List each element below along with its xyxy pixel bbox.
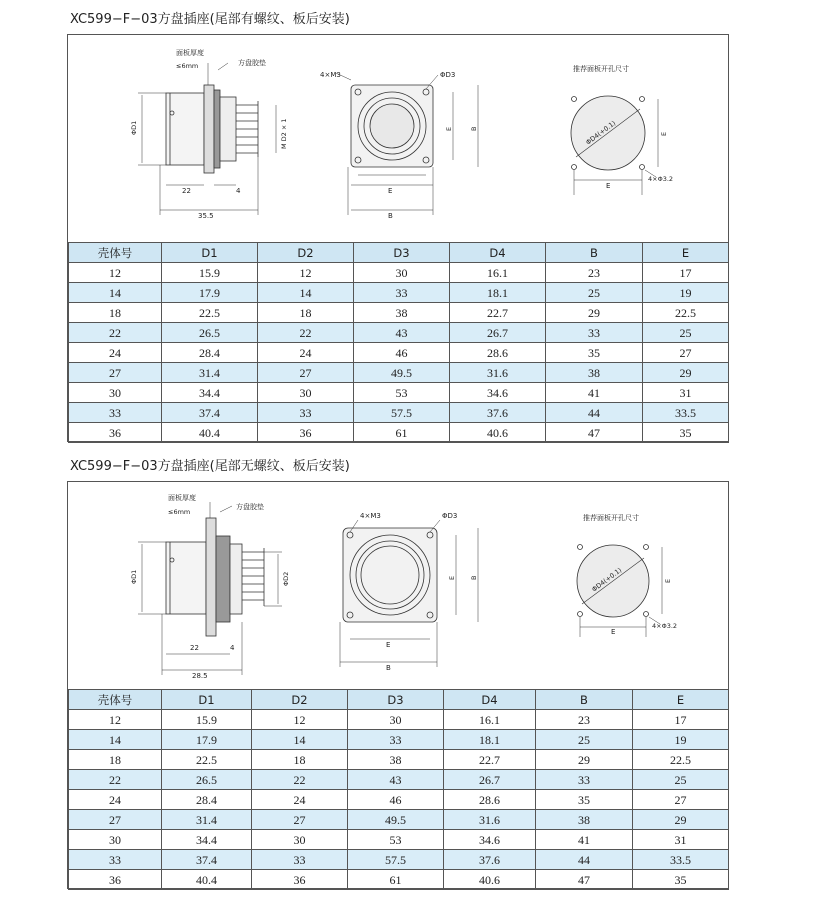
- b-label-vertical: B: [470, 126, 478, 131]
- cell: 33: [348, 730, 444, 750]
- cell: 18.1: [444, 730, 536, 750]
- cell: 35: [536, 790, 633, 810]
- d2-label: ΦD2: [282, 571, 290, 586]
- cell: 28.4: [162, 790, 252, 810]
- cell: 31.6: [444, 810, 536, 830]
- cell: 33: [258, 403, 354, 423]
- dim-a-label: 22: [190, 644, 199, 652]
- cell: 22.5: [633, 750, 729, 770]
- cell: 24: [252, 790, 348, 810]
- cell: 24: [69, 790, 162, 810]
- cell: 19: [643, 283, 729, 303]
- e-label-cutout-vertical: E: [664, 578, 672, 583]
- e-label-cutout: E: [611, 628, 616, 636]
- cell: 18: [69, 750, 162, 770]
- cell: 33: [69, 403, 162, 423]
- cell: 38: [354, 303, 450, 323]
- cell: 31.4: [162, 810, 252, 830]
- col-header-d1: D1: [162, 243, 258, 263]
- section-2-title: XC599−F−03方盘插座(尾部无螺纹、板后安装): [70, 459, 350, 474]
- table-row: [69, 303, 729, 323]
- cell: 15.9: [162, 263, 258, 283]
- cell: 47: [536, 870, 633, 890]
- gasket-label: 方盘胶垫: [238, 59, 266, 67]
- cell: 14: [258, 283, 354, 303]
- cell: 49.5: [354, 363, 450, 383]
- gasket-label: 方盘胶垫: [236, 503, 264, 511]
- e-label-cutout: E: [606, 182, 611, 190]
- cell: 28.6: [450, 343, 546, 363]
- cell: 33: [354, 283, 450, 303]
- col-header-b: B: [546, 243, 643, 263]
- cell: 36: [258, 423, 354, 443]
- d3-label: ΦD3: [440, 71, 456, 79]
- cell: 22.7: [444, 750, 536, 770]
- e-label-front: E: [388, 187, 393, 195]
- cell: 14: [69, 730, 162, 750]
- table-row: [69, 423, 729, 443]
- cell: 31.6: [450, 363, 546, 383]
- cell: 12: [69, 263, 162, 283]
- cell: 18: [252, 750, 348, 770]
- cell: 38: [348, 750, 444, 770]
- cell: 24: [69, 343, 162, 363]
- e-label-front: E: [386, 641, 391, 649]
- col-header-e: E: [643, 243, 729, 263]
- col-header-d1: D1: [162, 690, 252, 710]
- cell: 26.7: [444, 770, 536, 790]
- dim-b-label: 4: [236, 187, 241, 195]
- cell: 35: [546, 343, 643, 363]
- b-label-vertical: B: [470, 575, 478, 580]
- cell: 43: [354, 323, 450, 343]
- cell: 23: [536, 710, 633, 730]
- screw-label: 4×M3: [320, 71, 341, 79]
- cell: 14: [252, 730, 348, 750]
- cell: 30: [348, 710, 444, 730]
- cell: 61: [348, 870, 444, 890]
- dim-total-label: 28.5: [192, 672, 208, 680]
- cell: 22: [69, 323, 162, 343]
- e-label-cutout-vertical: E: [660, 131, 668, 136]
- table-row: [69, 363, 729, 383]
- cell: 35: [643, 423, 729, 443]
- cell: 43: [348, 770, 444, 790]
- cell: 29: [546, 303, 643, 323]
- cell: 29: [536, 750, 633, 770]
- cell: 61: [354, 423, 450, 443]
- spec-table-2: [68, 689, 729, 890]
- panel-thickness-label: 面板厚度: [176, 49, 204, 57]
- cell: 27: [633, 790, 729, 810]
- cell: 33: [546, 323, 643, 343]
- cell: 15.9: [162, 710, 252, 730]
- cell: 37.6: [444, 850, 536, 870]
- col-header-d2: D2: [258, 243, 354, 263]
- d3-label: ΦD3: [442, 512, 458, 520]
- hole-label: 4×Φ3.2: [652, 622, 678, 630]
- cell: 33: [69, 850, 162, 870]
- table-row: [69, 830, 729, 850]
- table-row: [69, 810, 729, 830]
- dim-a-label: 22: [182, 187, 191, 195]
- cell: 38: [536, 810, 633, 830]
- cell: 17: [633, 710, 729, 730]
- col-header-shell: 壳体号: [69, 243, 162, 263]
- table-row: [69, 343, 729, 363]
- cell: 47: [546, 423, 643, 443]
- panel-thickness-value: ≤6mm: [176, 62, 199, 70]
- cell: 17.9: [162, 730, 252, 750]
- cell: 23: [546, 263, 643, 283]
- cell: 27: [643, 343, 729, 363]
- table-row: [69, 403, 729, 423]
- connector-drawing-plain: [68, 482, 728, 688]
- cell: 40.4: [162, 423, 258, 443]
- cell: 27: [258, 363, 354, 383]
- table-row: [69, 750, 729, 770]
- cell: 19: [633, 730, 729, 750]
- cell: 22: [69, 770, 162, 790]
- col-header-d4: D4: [450, 243, 546, 263]
- cell: 41: [536, 830, 633, 850]
- hole-label: 4×Φ3.2: [648, 175, 674, 183]
- cell: 37.4: [162, 403, 258, 423]
- cell: 22.5: [162, 750, 252, 770]
- cell: 31.4: [162, 363, 258, 383]
- screw-label: 4×M3: [360, 512, 381, 520]
- col-header-shell: 壳体号: [69, 690, 162, 710]
- col-header-d2: D2: [252, 690, 348, 710]
- cell: 35: [633, 870, 729, 890]
- table-header-row: [69, 690, 729, 710]
- panel-thickness-value: ≤6mm: [168, 508, 191, 516]
- cell: 25: [643, 323, 729, 343]
- cell: 49.5: [348, 810, 444, 830]
- b-label-front: B: [388, 212, 393, 220]
- spec-table-1: [68, 242, 729, 443]
- cell: 30: [354, 263, 450, 283]
- cell: 28.6: [444, 790, 536, 810]
- cell: 36: [69, 870, 162, 890]
- cell: 33: [536, 770, 633, 790]
- connector-drawing-threaded: [68, 35, 728, 241]
- cell: 36: [69, 423, 162, 443]
- cell: 34.4: [162, 830, 252, 850]
- cell: 37.6: [450, 403, 546, 423]
- cell: 34.6: [444, 830, 536, 850]
- cell: 53: [348, 830, 444, 850]
- cell: 27: [69, 810, 162, 830]
- cell: 16.1: [444, 710, 536, 730]
- d1-label: ΦD1: [130, 569, 138, 584]
- section-2-block: [67, 481, 729, 889]
- cell: 40.4: [162, 870, 252, 890]
- b-label-front: B: [386, 664, 391, 672]
- recommend-label: 推荐面板开孔尺寸: [583, 514, 639, 522]
- d4-label: ΦD4(+0.1): [584, 119, 618, 147]
- cell: 18: [69, 303, 162, 323]
- cell: 41: [546, 383, 643, 403]
- cell: 16.1: [450, 263, 546, 283]
- table-row: [69, 283, 729, 303]
- cell: 12: [258, 263, 354, 283]
- d4-label: ΦD4(+0.1): [590, 566, 624, 594]
- cell: 46: [354, 343, 450, 363]
- cell: 17.9: [162, 283, 258, 303]
- cell: 38: [546, 363, 643, 383]
- cell: 57.5: [354, 403, 450, 423]
- table-header-row: [69, 243, 729, 263]
- cell: 26.5: [162, 323, 258, 343]
- cell: 31: [643, 383, 729, 403]
- col-header-b: B: [536, 690, 633, 710]
- table-row: [69, 790, 729, 810]
- cell: 30: [69, 383, 162, 403]
- cell: 36: [252, 870, 348, 890]
- cell: 33.5: [633, 850, 729, 870]
- table-row: [69, 770, 729, 790]
- col-header-d4: D4: [444, 690, 536, 710]
- cell: 26.7: [450, 323, 546, 343]
- cell: 18: [258, 303, 354, 323]
- d1-label: ΦD1: [130, 120, 138, 135]
- cell: 18.1: [450, 283, 546, 303]
- table-row: [69, 263, 729, 283]
- table-row: [69, 870, 729, 890]
- col-header-e: E: [633, 690, 729, 710]
- cell: 53: [354, 383, 450, 403]
- cell: 30: [258, 383, 354, 403]
- cell: 17: [643, 263, 729, 283]
- cell: 12: [252, 710, 348, 730]
- recommend-label: 推荐面板开孔尺寸: [573, 65, 629, 73]
- col-header-d3: D3: [348, 690, 444, 710]
- cell: 24: [258, 343, 354, 363]
- section-1-title: XC599−F−03方盘插座(尾部有螺纹、板后安装): [70, 12, 350, 27]
- cell: 40.6: [444, 870, 536, 890]
- cell: 37.4: [162, 850, 252, 870]
- cell: 33: [252, 850, 348, 870]
- cell: 44: [536, 850, 633, 870]
- cell: 25: [546, 283, 643, 303]
- cell: 34.6: [450, 383, 546, 403]
- cell: 44: [546, 403, 643, 423]
- dim-total-label: 35.5: [198, 212, 214, 220]
- cell: 25: [536, 730, 633, 750]
- cell: 22: [258, 323, 354, 343]
- cell: 14: [69, 283, 162, 303]
- cell: 40.6: [450, 423, 546, 443]
- cell: 29: [633, 810, 729, 830]
- cell: 31: [633, 830, 729, 850]
- panel-thickness-label: 面板厚度: [168, 494, 196, 502]
- e-label-vertical: E: [448, 575, 456, 580]
- cell: 22.5: [643, 303, 729, 323]
- cell: 29: [643, 363, 729, 383]
- cell: 22: [252, 770, 348, 790]
- e-label-vertical: E: [445, 126, 453, 131]
- section-1-block: [67, 34, 729, 442]
- cell: 27: [69, 363, 162, 383]
- cell: 57.5: [348, 850, 444, 870]
- cell: 27: [252, 810, 348, 830]
- cell: 46: [348, 790, 444, 810]
- cell: 28.4: [162, 343, 258, 363]
- table-row: [69, 383, 729, 403]
- dim-b-label: 4: [230, 644, 235, 652]
- cell: 34.4: [162, 383, 258, 403]
- cell: 26.5: [162, 770, 252, 790]
- col-header-d3: D3: [354, 243, 450, 263]
- table-row: [69, 323, 729, 343]
- thread-label: M D2 × 1: [280, 118, 288, 149]
- cell: 22.7: [450, 303, 546, 323]
- table-row: [69, 730, 729, 750]
- cell: 30: [252, 830, 348, 850]
- cell: 33.5: [643, 403, 729, 423]
- table-row: [69, 710, 729, 730]
- cell: 30: [69, 830, 162, 850]
- cell: 12: [69, 710, 162, 730]
- cell: 25: [633, 770, 729, 790]
- table-row: [69, 850, 729, 870]
- cell: 22.5: [162, 303, 258, 323]
